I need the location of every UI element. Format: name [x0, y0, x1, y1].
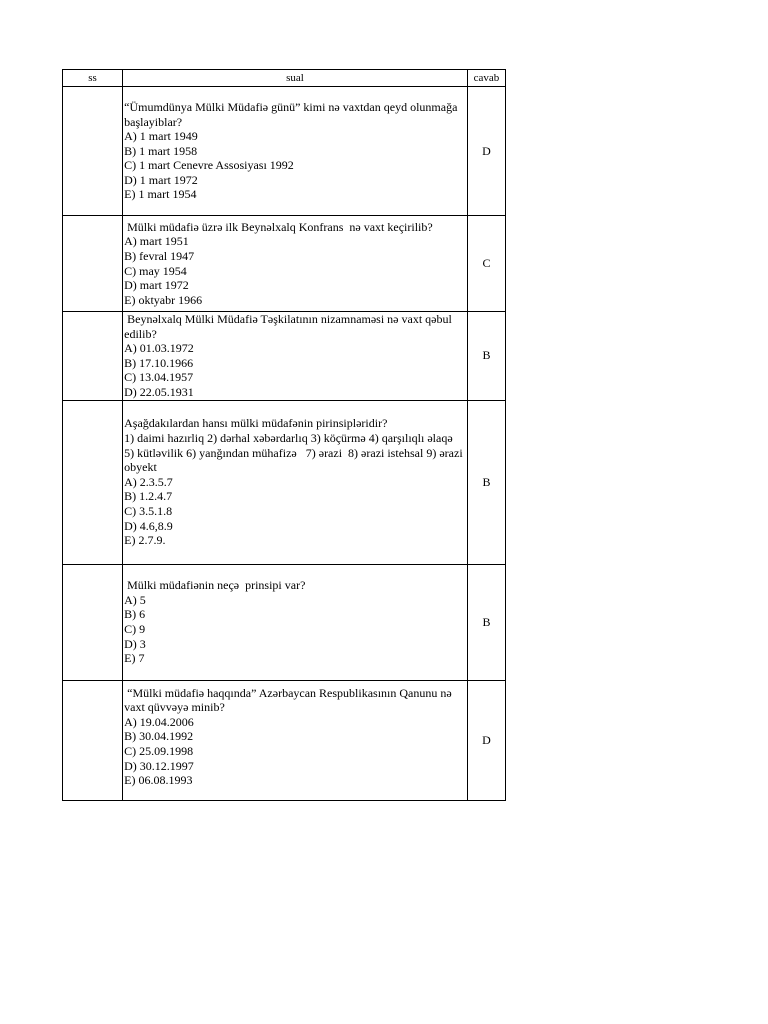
ss-cell: [63, 564, 123, 680]
ss-cell: [63, 400, 123, 564]
question-text: Aşağdakılardan hansı mülki müdafənin pirinsipləridir?: [124, 416, 388, 431]
question-text: “Mülki müdafiə haqqında” Azərbaycan Respublikasının Qanunu nə vaxt qüvvəyə minib?: [124, 685, 455, 715]
answer-cell: D: [467, 87, 505, 216]
header-sual: sual: [123, 70, 468, 87]
option-e: E) 7: [124, 651, 145, 666]
principles-list: 1) daimi hazırliq 2) dərhal xəbərdarlıq 3) köçürmə 4) qarşılıqlı əlaqə 5) kütləvilik 6) yanğından mühafizə 7) ərazi 8) ərazi istehsal 9) ərazi obyekt: [124, 430, 466, 475]
option-c: C) 25.09.1998: [124, 743, 194, 758]
answer-cell: C: [467, 216, 505, 312]
table-row: [63, 400, 506, 564]
option-d: D) 22.05.1931: [124, 384, 194, 399]
header-row: [63, 70, 506, 87]
option-e: E) 2.7.9.: [124, 533, 166, 548]
option-c: C) may 1954: [124, 263, 187, 278]
table-row: [63, 680, 506, 800]
option-d: D) mart 1972: [124, 278, 189, 293]
answer-cell: D: [467, 680, 505, 800]
option-a: A) 1 mart 1949: [124, 129, 198, 144]
question-cell: [123, 400, 468, 564]
ss-cell: [63, 216, 123, 312]
option-a: A) mart 1951: [124, 234, 189, 249]
option-d: D) 1 mart 1972: [124, 172, 198, 187]
question-text: “Ümumdünya Mülki Müdafiə günü” kimi nə vaxtdan qeyd olunmağa başlayiblar?: [124, 99, 461, 129]
option-a: A) 19.04.2006: [124, 714, 194, 729]
question-cell: [123, 312, 468, 401]
option-a: A) 2.3.5.7: [124, 474, 173, 489]
answer-cell: B: [467, 400, 505, 564]
question-cell: [123, 680, 468, 800]
option-b: B) fevral 1947: [124, 248, 195, 263]
table-row: [63, 312, 506, 401]
option-b: B) 30.04.1992: [124, 729, 194, 744]
option-d: D) 30.12.1997: [124, 758, 194, 773]
ss-cell: [63, 312, 123, 401]
question-text: Mülki müdafiə üzrə ilk Beynəlxalq Konfrans nə vaxt keçirilib?: [124, 219, 433, 234]
option-a: A) 01.03.1972: [124, 341, 194, 356]
option-b: B) 17.10.1966: [124, 355, 194, 370]
option-e: E) 06.08.1993: [124, 773, 193, 788]
answer-cell: B: [467, 564, 505, 680]
question-text: Mülki müdafiənin neçə prinsipi var?: [124, 578, 306, 593]
answer-cell: B: [467, 312, 505, 401]
header-ss: ss: [63, 70, 123, 87]
option-e: E) 1 mart 1954: [124, 187, 197, 202]
option-e: E) oktyabr 1966: [124, 292, 203, 307]
option-a: A) 5: [124, 592, 146, 607]
table-row: [63, 216, 506, 312]
option-b: B) 6: [124, 607, 146, 622]
option-d: D) 3: [124, 636, 146, 651]
question-cell: [123, 564, 468, 680]
header-cavab: cavab: [467, 70, 505, 87]
question-cell: [123, 216, 468, 312]
option-b: B) 1.2.4.7: [124, 489, 173, 504]
option-c: C) 1 mart Cenevre Assosiyası 1992: [124, 158, 294, 173]
ss-cell: [63, 680, 123, 800]
question-text: Beynəlxalq Mülki Müdafiə Təşkilatının nizamnaməsi nə vaxt qəbul edilib?: [124, 312, 455, 341]
option-c: C) 9: [124, 622, 146, 637]
ss-cell: [63, 87, 123, 216]
option-c: C) 13.04.1957: [124, 370, 194, 385]
question-cell: [123, 87, 468, 216]
table-row: [63, 87, 506, 216]
table-row: [63, 564, 506, 680]
option-d: D) 4.6,8.9: [124, 518, 173, 533]
option-b: B) 1 mart 1958: [124, 143, 198, 158]
option-c: C) 3.5.1.8: [124, 503, 173, 518]
quiz-table: [62, 69, 506, 801]
